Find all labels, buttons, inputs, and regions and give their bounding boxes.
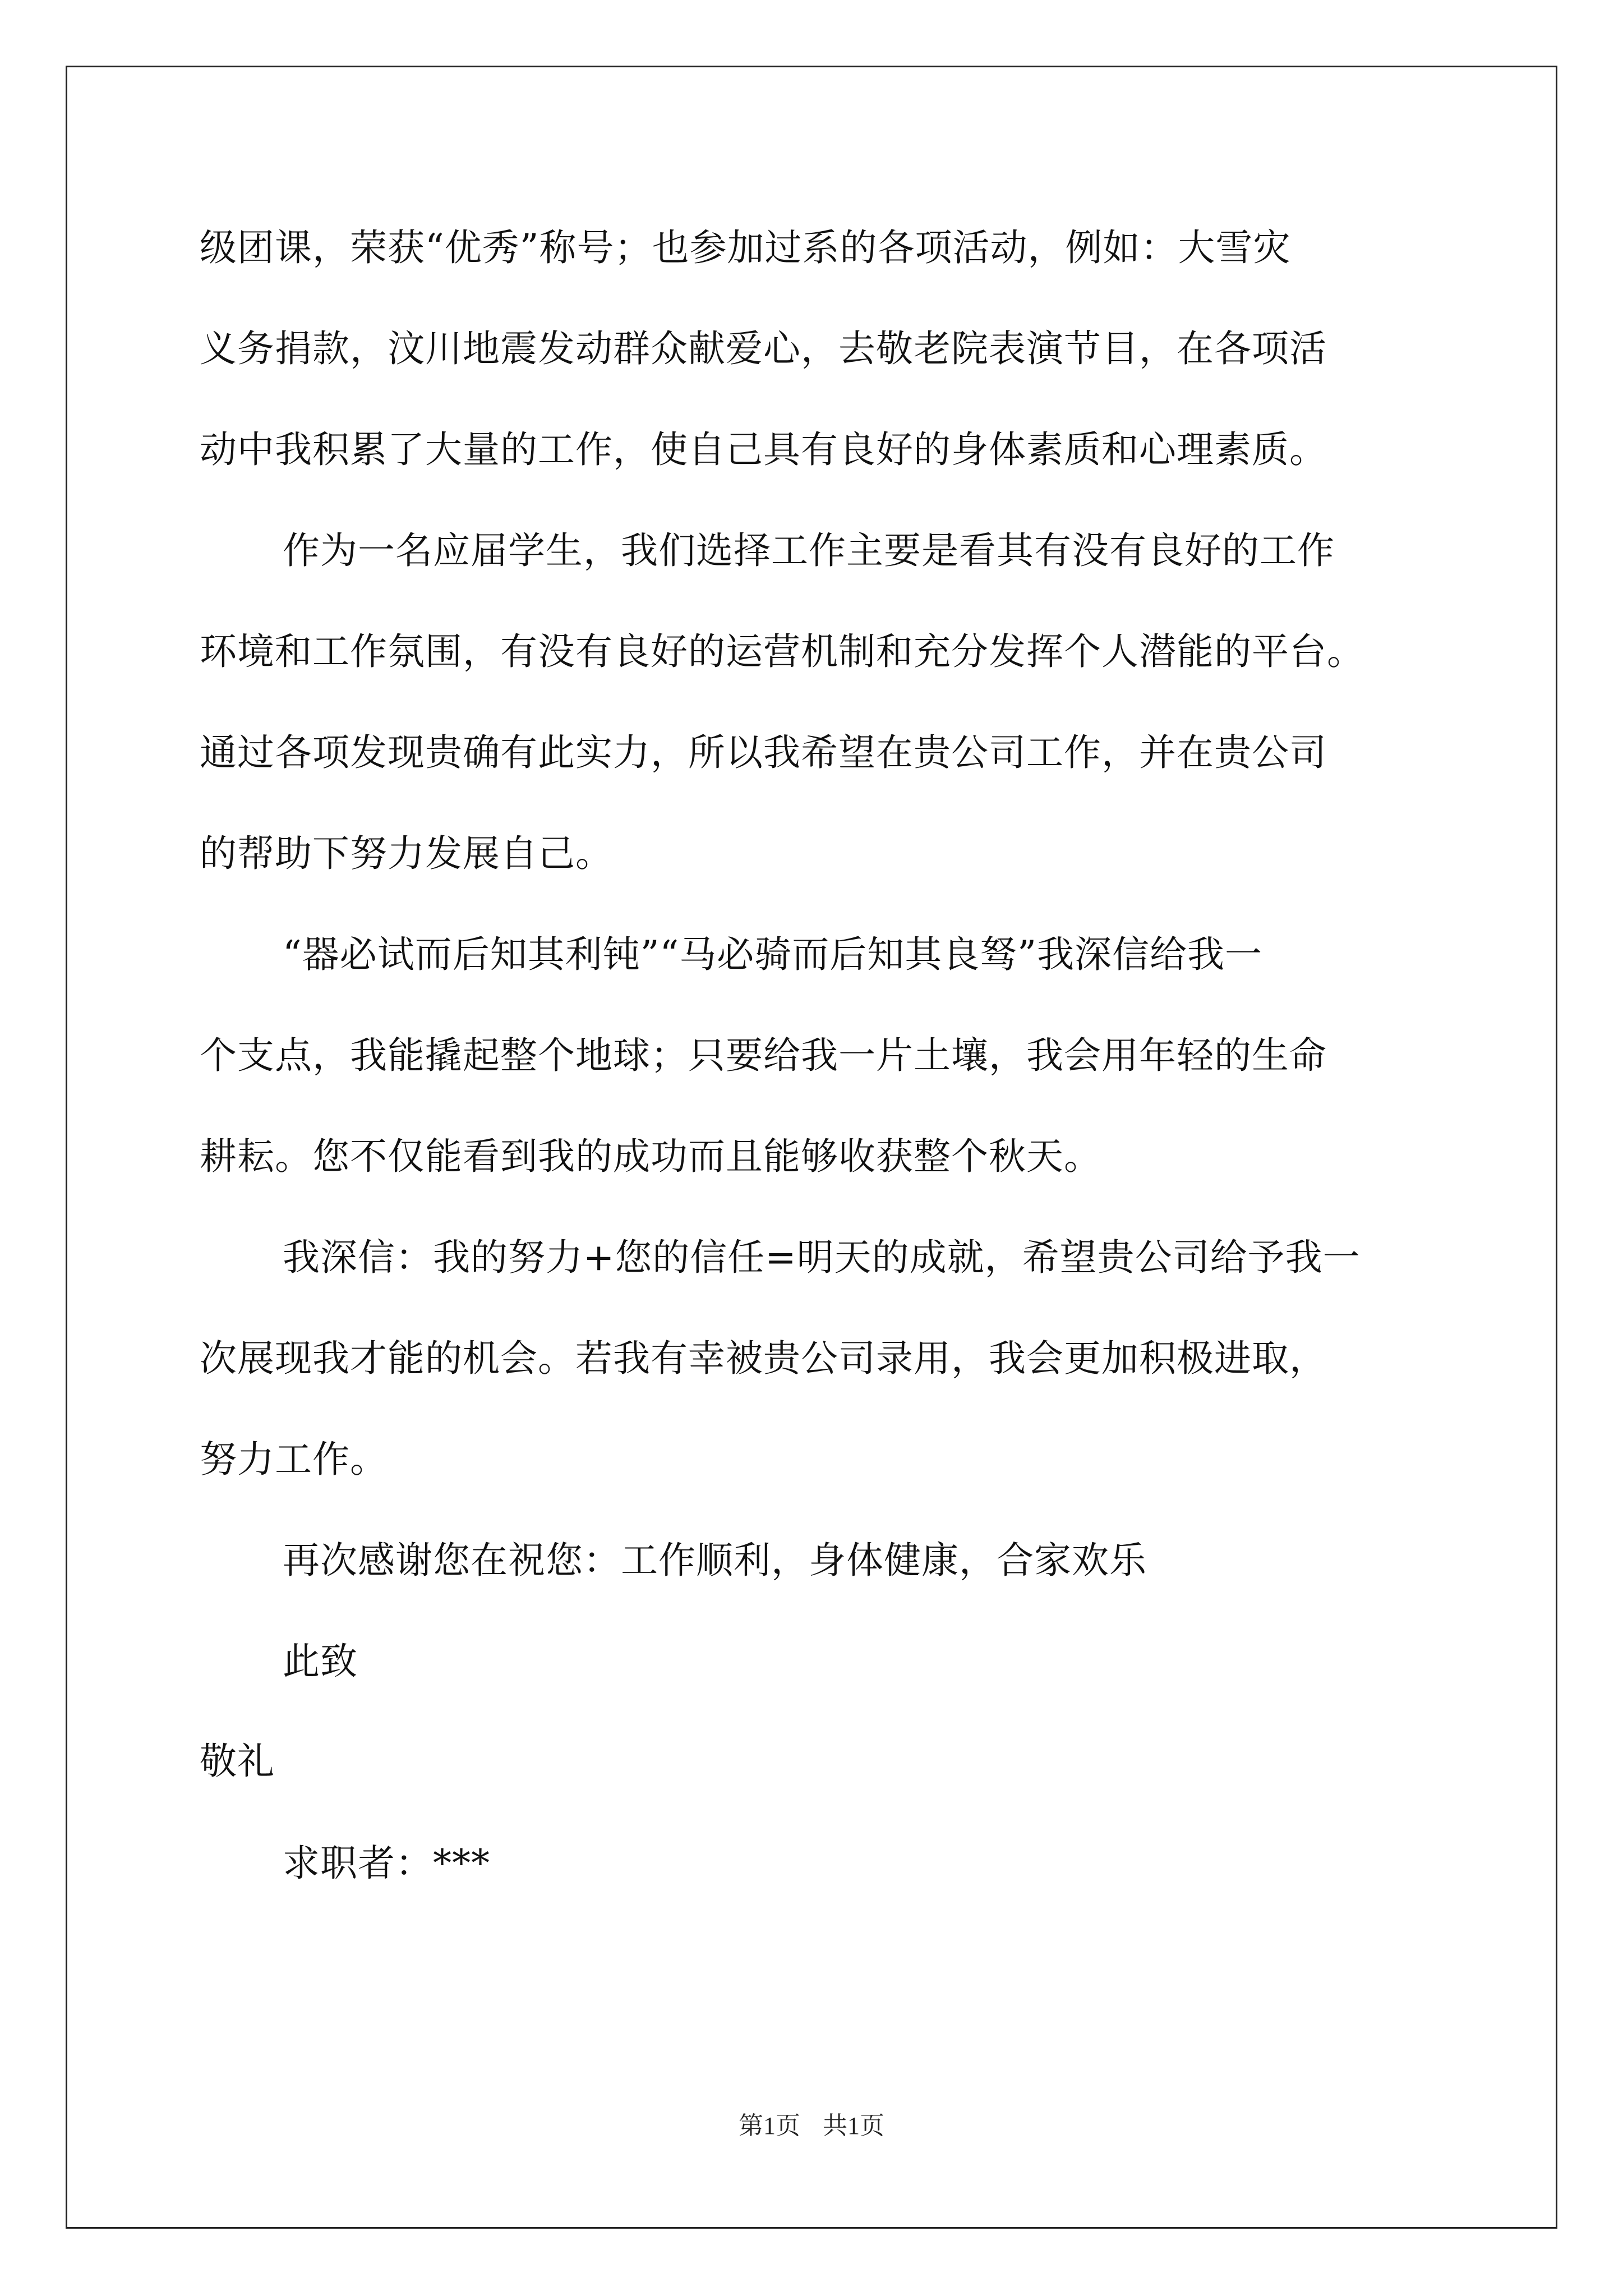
- body-line: 次展现我才能的机会。若我有幸被贵公司录用，我会更加积极进取，: [200, 1337, 1327, 1380]
- salutation-jingli: 敬礼: [200, 1740, 275, 1783]
- signature-line: 求职者：***: [283, 1842, 490, 1885]
- body-line: 通过各项发现贵确有此实力，所以我希望在贵公司工作，并在贵公司: [200, 731, 1327, 774]
- body-line: 耕耘。您不仅能看到我的成功而且能够收获整个秋天。: [200, 1135, 1101, 1178]
- paragraph-first-line: 我深信：我的努力+您的信任=明天的成就，希望贵公司给予我一: [283, 1236, 1361, 1279]
- paragraph-first-line: “器必试而后知其利钝”“马必骑而后知其良驽”我深信给我一: [283, 933, 1262, 976]
- paragraph-first-line: 作为一名应届学生，我们选择工作主要是看其有没有良好的工作: [283, 529, 1335, 572]
- closing-wishes: 再次感谢您在祝您：工作顺利，身体健康，合家欢乐: [283, 1539, 1147, 1582]
- salutation-cizhi: 此致: [283, 1640, 358, 1683]
- body-line: 的帮助下努力发展自己。: [200, 832, 613, 875]
- body-line: 努力工作。: [200, 1438, 388, 1481]
- body-line: 级团课，荣获“优秀”称号；也参加过系的各项活动，例如：大雪灾: [200, 226, 1291, 269]
- body-line: 义务捐款，汶川地震发动群众献爱心，去敬老院表演节目，在各项活: [200, 327, 1327, 370]
- body-line: 动中我积累了大量的工作，使自己具有良好的身体素质和心理素质。: [200, 428, 1327, 471]
- body-line: 个支点，我能撬起整个地球；只要给我一片土壤，我会用年轻的生命: [200, 1034, 1327, 1077]
- page-number: 第1页: [739, 2112, 800, 2139]
- body-line: 环境和工作氛围，有没有良好的运营机制和充分发挥个人潜能的平台。: [200, 630, 1364, 673]
- page-total: 共1页: [823, 2112, 884, 2139]
- page-footer: [0, 2110, 1623, 2142]
